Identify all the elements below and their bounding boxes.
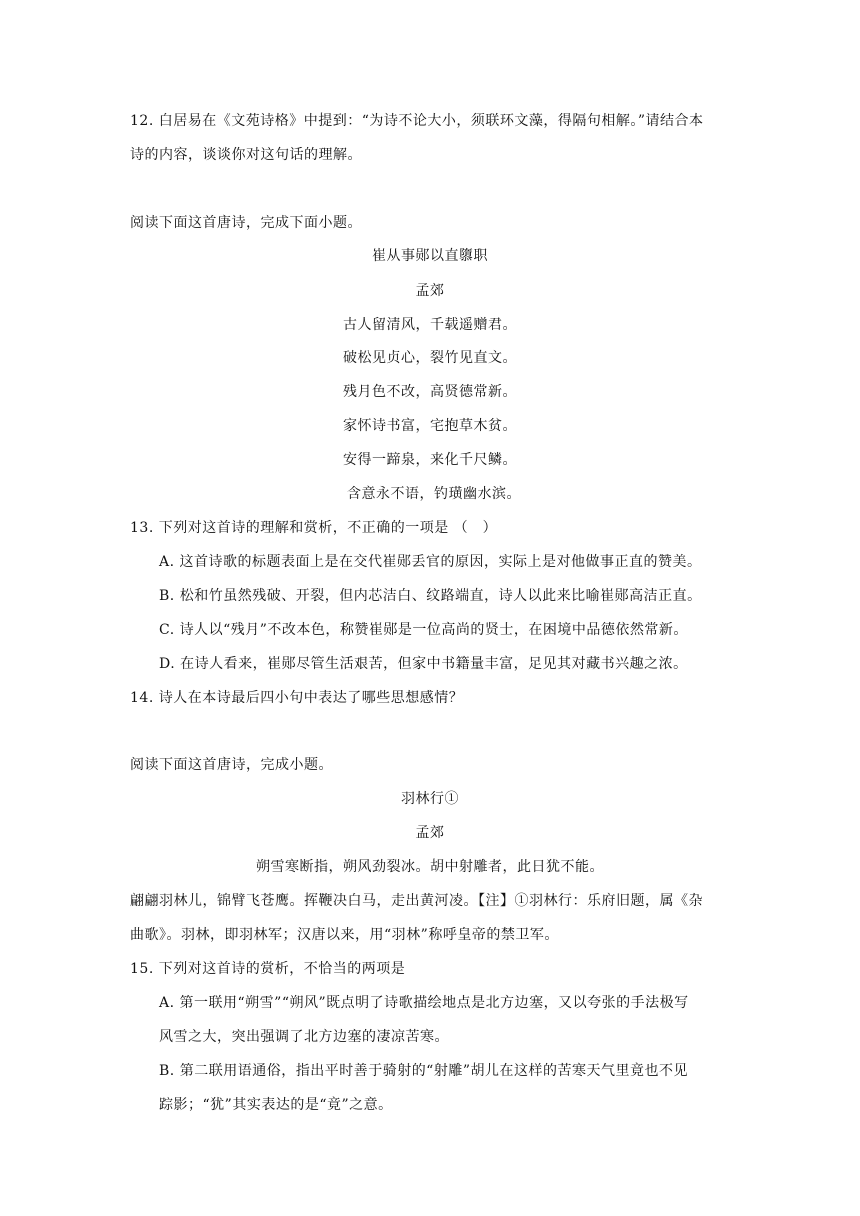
poem1-line: 含意永不语，钓璜幽水滨。 [347, 486, 521, 502]
q13-option-a: A. 这首诗歌的标题表面上是在交代崔郧丢官的原因，实际上是对他做事正直的赞美。 [159, 554, 702, 570]
poem2-author: 孟郊 [415, 825, 445, 841]
poem1-instruction: 阅读下面这首唐诗，完成下面小题。 [130, 215, 362, 231]
q13-option-c: C. 诗人以“残月”不改本色，称赞崔郧是一位高尚的贤士，在困境中品德依然常新。 [159, 622, 688, 638]
poem2-title: 羽林行① [401, 791, 459, 807]
q13-stem: 13. 下列对这首诗的理解和赏析，不正确的一项是 （ ） [130, 520, 498, 536]
poem1-title: 崔从事郧以直隳职 [372, 248, 488, 264]
q15-stem: 15. 下列对这首诗的赏析，不恰当的两项是 [130, 961, 406, 977]
q13-option-b: B. 松和竹虽然残破、开裂，但内芯洁白、纹路端直，诗人以此来比喻崔郧高洁正直。 [159, 588, 702, 604]
poem1-line: 古人留清风，千载遥赠君。 [343, 317, 517, 333]
q15-option-a-line-1: A. 第一联用“朔雪”“朔风”既点明了诗歌描绘地点是北方边塞，又以夸张的手法极写 [159, 995, 689, 1011]
q12-line-2: 诗的内容，谈谈你对这句话的理解。 [130, 147, 362, 163]
poem2-instruction: 阅读下面这首唐诗，完成小题。 [130, 757, 333, 773]
poem1-line: 破松见贞心，裂竹见直文。 [343, 350, 517, 366]
q12-line-1: 12. 白居易在《文苑诗格》中提到：“为诗不论大小，须联环文藻，得隔句相解。”请结合本 [130, 113, 704, 129]
poem1-line: 安得一蹄泉，来化千尺鳞。 [343, 452, 517, 468]
q15-option-a-line-2: 风雪之大，突出强调了北方边塞的凄凉苦寒。 [159, 1029, 449, 1045]
poem1-line: 家怀诗书富，宅抱草木贫。 [343, 418, 517, 434]
poem2-line-1: 朔雪寒断指，朔风劲裂冰。胡中射雕者，此日犹不能。 [256, 859, 604, 875]
poem2-line-2: 翩翩羽林儿，锦臂飞苍鹰。挥鞭决白马，走出黄河凌。【注】①羽林行：乐府旧题，属《杂 [130, 893, 703, 909]
q14-stem: 14. 诗人在本诗最后四小句中表达了哪些思想感情？ [130, 690, 464, 706]
q13-option-d: D. 在诗人看来，崔郧尽管生活艰苦，但家中书籍量丰富，足见其对藏书兴趣之浓。 [159, 656, 688, 672]
q15-option-b-line-1: B. 第二联用语通俗，指出平时善于骑射的“射雕”胡儿在这样的苦寒天气里竟也不见 [159, 1063, 689, 1079]
poem1-author: 孟郊 [415, 283, 445, 299]
poem1-line: 残月色不改，高贤德常新。 [343, 384, 517, 400]
q15-option-b-line-2: 踪影；“犹”其实表达的是“竟”之意。 [159, 1097, 393, 1113]
poem2-line-3: 曲歌》。羽林，即羽林军；汉唐以来，用“羽林”称呼皇帝的禁卫军。 [130, 927, 559, 943]
